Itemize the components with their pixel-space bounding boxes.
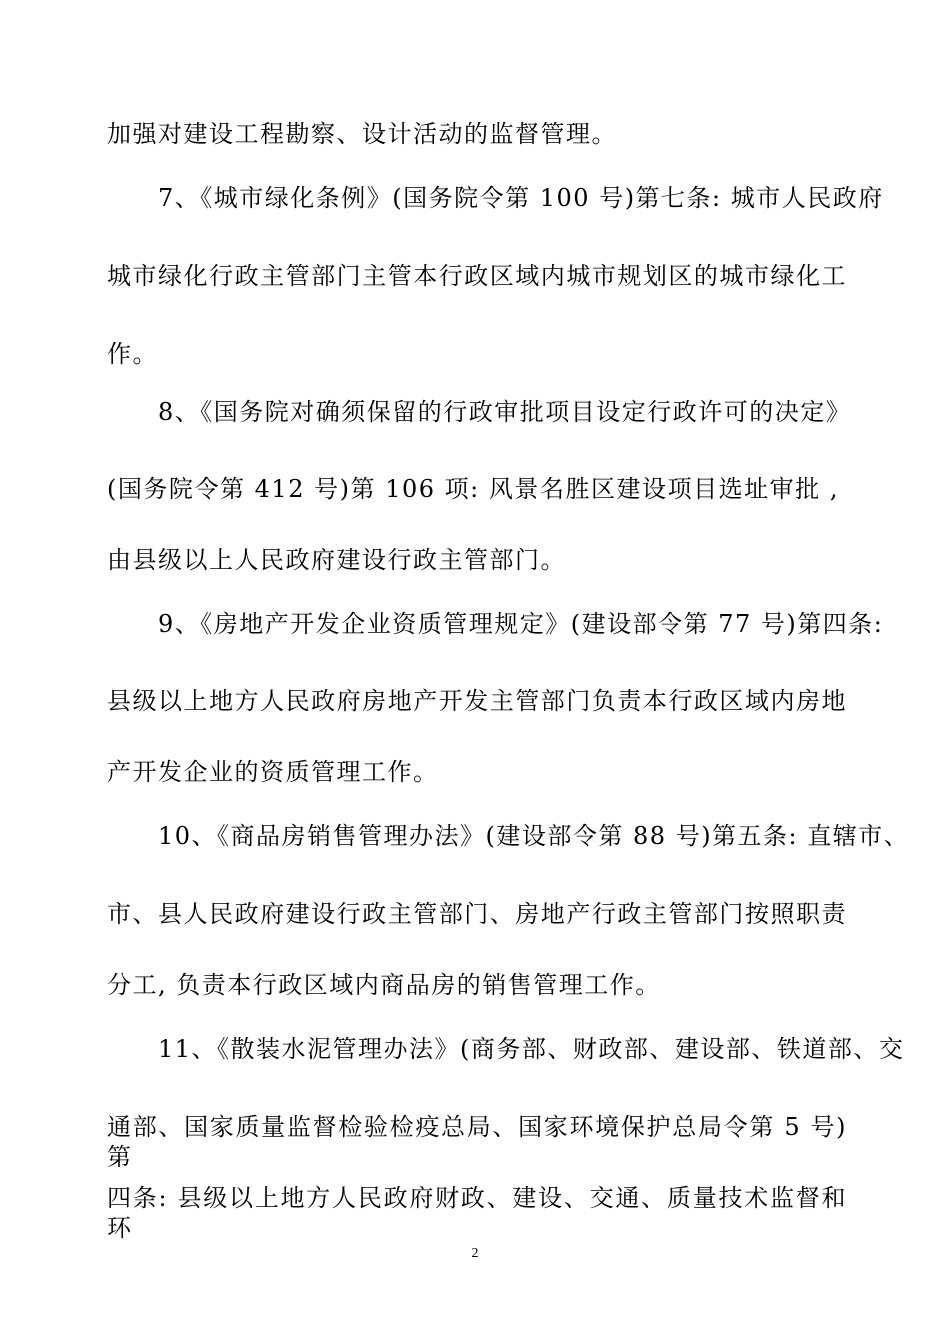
page-number: 2 [471, 1246, 479, 1261]
text-line-9: 县级以上地方人民政府房地产开发主管部门负责本行政区域内房地 [107, 687, 847, 715]
text-line-1: 加强对建设工程勘察、设计活动的监督管理。 [107, 120, 617, 148]
text-line-2: 7、《城市绿化条例》(国务院令第 100 号)第七条: 城市人民政府 [158, 184, 884, 212]
text-line-10: 产开发企业的资质管理工作。 [107, 758, 439, 786]
text-line-14: 11、《散装水泥管理办法》(商务部、财政部、建设部、铁道部、交 [158, 1035, 905, 1063]
text-line-13: 分工, 负责本行政区域内商品房的销售管理工作。 [107, 971, 661, 999]
text-line-11: 10、《商品房销售管理办法》(建设部令第 88 号)第五条: 直辖市、 [158, 822, 910, 850]
text-line-8: 9、《房地产开发企业资质管理规定》(建设部令第 77 号)第四条: [158, 610, 884, 638]
text-line-6: (国务院令第 412 号)第 106 项: 风景名胜区建设项目选址审批 , [107, 475, 839, 503]
text-line-12: 市、县人民政府建设行政主管部门、房地产行政主管部门按照职责 [107, 900, 847, 928]
text-line-15: 通部、国家质量监督检验检疫总局、国家环境保护总局令第 5 号)第 [107, 1113, 847, 1171]
text-line-4: 作。 [107, 340, 158, 368]
text-line-7: 由县级以上人民政府建设行政主管部门。 [107, 546, 566, 574]
text-line-5: 8、《国务院对确须保留的行政审批项目设定行政许可的决定》 [158, 398, 852, 426]
text-line-16: 四条: 县级以上地方人民政府财政、建设、交通、质量技术监督和环 [107, 1184, 847, 1242]
text-line-3: 城市绿化行政主管部门主管本行政区域内城市规划区的城市绿化工 [107, 262, 847, 290]
